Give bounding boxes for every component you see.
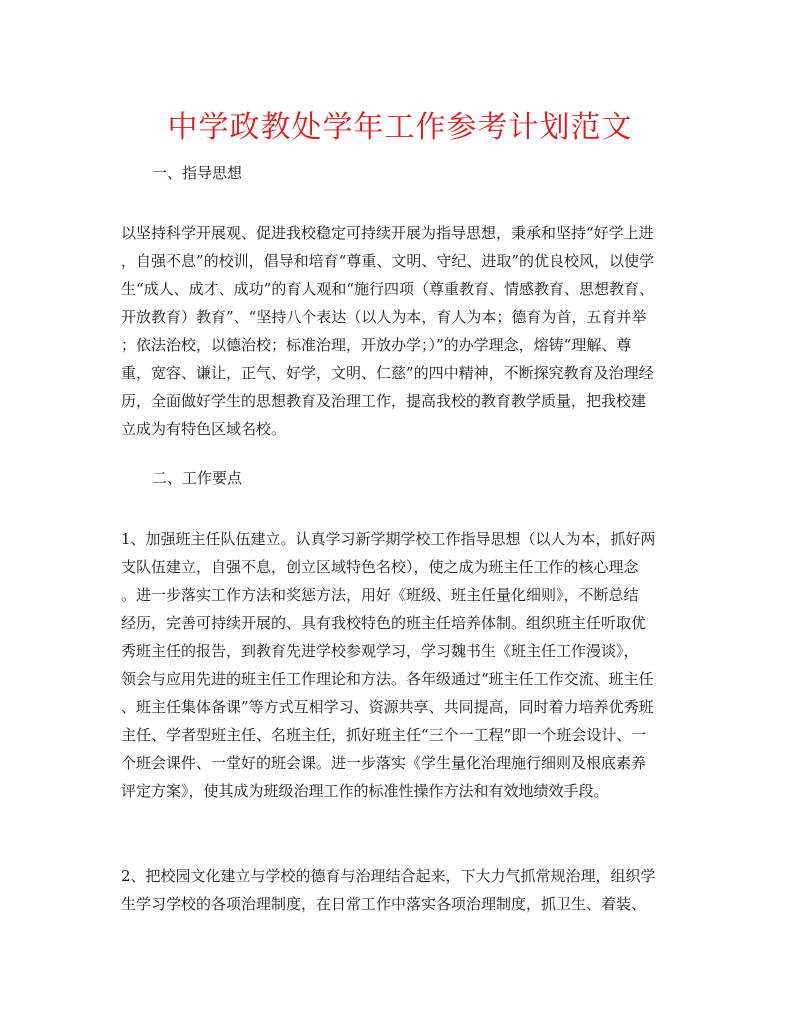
paragraph-line: 、班主任集体备课”等方式互相学习、资源共享、共同提高，同时着力培养优秀班: [121, 698, 654, 716]
paragraph-line: ；依法治校，以德治校；标准治理，开放办学；）”的办学理念，熔铸“理解、尊: [121, 336, 632, 354]
paragraph-line: 秀班主任的报告，到教育先进学校参观学习，学习魏书生《班主任工作漫谈》，: [121, 642, 639, 660]
document-title: 中学政教处学年工作参考计划范文: [167, 110, 633, 145]
paragraph-line: 评定方案》，使其成为班级治理工作的标准性操作方法和有效地绩效手段。: [121, 782, 609, 800]
paragraph-line: 1、加强班主任队伍建立。认真学习新学期学校工作指导思想（以人为本，抓好两: [121, 530, 656, 548]
paragraph-line: 支队伍建立，自强不息，创立区域特色名校），使之成为班主任工作的核心理念: [121, 558, 639, 576]
paragraph-line: 经历，完善可持续开展的、具有我校特色的班主任培养体制。组织班主任听取优: [121, 614, 647, 632]
paragraph-line: 以坚持科学开展观、促进我校稳定可持续开展为指导思想，秉承和坚持“好学上进: [121, 224, 654, 242]
section-heading-work-points: 二、工作要点: [152, 469, 243, 487]
paragraph-line: 。进一步落实工作方法和奖惩方法，用好《班级、班主任量化细则》，不断总结: [121, 586, 639, 604]
paragraph-line: 历，全面做好学生的思想教育及治理工作，提高我校的教育教学质量，把我校建: [121, 392, 647, 410]
paragraph-item-2: [121, 862, 681, 918]
section-heading-guiding-ideology: 一、指导思想: [152, 164, 243, 182]
paragraph-line: 个班会课件、一堂好的班会课。进一步落实《学生量化治理施行细则及根底素养: [121, 754, 647, 772]
paragraph-line: 2、把校园文化建立与学校的德育与治理结合起来，下大力气抓常规治理，组织学: [121, 867, 656, 885]
paragraph-line: 主任、学者型班主任、名班主任，抓好班主任“三个一工程”即一个班会设计、一: [121, 726, 647, 744]
paragraph-line: ，自强不息”的校训，倡导和培育“尊重、文明、守纪、进取”的优良校风，以使学: [121, 252, 655, 270]
paragraph-line: 重，宽容、谦让，正气、好学，文明、仁慈”的四中精神，不断探究教育及治理经: [121, 364, 654, 382]
paragraph-guiding-ideology: [121, 219, 681, 443]
paragraph-item-1: [121, 525, 681, 805]
paragraph-line: 立成为有特色区域名校。: [121, 420, 287, 438]
paragraph-line: 领会与应用先进的班主任工作理论和方法。各年级通过“班主任工作交流、班主任: [121, 670, 654, 688]
paragraph-line: 生学习学校的各项治理制度，在日常工作中落实各项治理制度，抓卫生、着装、: [121, 895, 647, 913]
paragraph-line: 开放教育）教育”、“坚持八个表达（以人为本，育人为本；德育为首，五育并举: [121, 308, 647, 326]
paragraph-line: 生“成人、成才、成功”的育人观和“施行四项（尊重教育、情感教育、思想教育、: [121, 280, 655, 298]
